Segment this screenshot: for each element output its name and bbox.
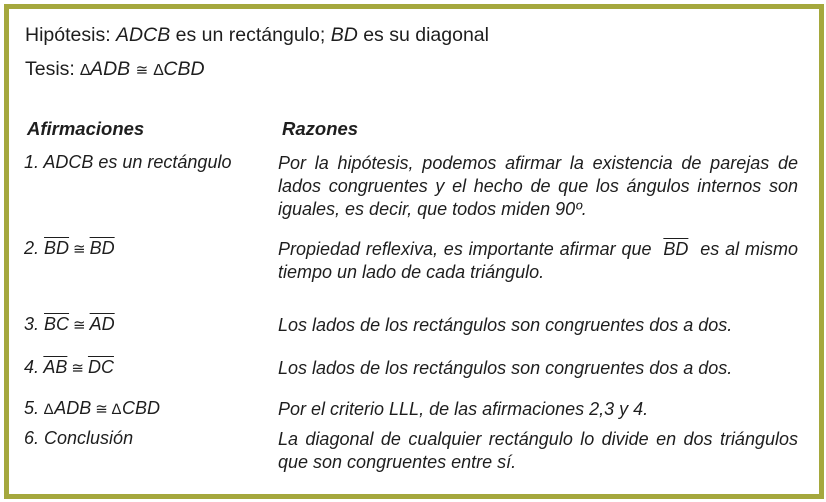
reason-6: La diagonal de cualquier rectángulo lo divide en dos triángulos que son congruentes entre sí. [278,429,798,472]
triangle-right: CBD [122,398,161,418]
reason-text-a: Propiedad reflexiva, es importante afirmar que [278,239,652,259]
hypothesis-text-1: es un rectángulo; [175,24,326,46]
hypothesis-label: Hipótesis: [25,24,111,46]
hypothesis-shape: ADCB [116,24,171,46]
hypothesis-text-2: es su diagonal [363,24,489,46]
hypothesis-diagonal: BD [330,24,358,46]
statement-number: 6. [24,428,40,448]
hypothesis-line [25,24,489,47]
triangle-left: ADB [54,398,92,418]
statement-number: 2. [24,238,40,258]
statement-number: 3. [24,314,40,334]
reason-3: Los lados de los rectángulos son congruentes dos a dos. [278,315,733,335]
thesis-right: CBD [163,58,205,80]
reason-4: Los lados de los rectángulos son congruentes dos a dos. [278,358,733,378]
triangle-symbol: ∆ [44,401,54,418]
statement-text: ADCB es un rectángulo [43,152,232,172]
triangle-symbol: ∆ [111,401,121,418]
congruent-symbol: ≅ [73,241,86,258]
segment-left: $\overline{BD}$ [44,238,70,258]
congruent-symbol: ≅ [135,62,149,79]
statement-number: 1. [24,152,40,172]
congruent-symbol: ≅ [73,317,86,334]
thesis-left: ADB [90,58,131,80]
statement-6 [24,428,133,449]
statement-5 [24,398,160,419]
statement-2 [24,238,115,259]
reason-5: Por el criterio LLL, de las afirmaciones 2,3 y 4. [278,399,649,419]
statement-4 [24,357,114,378]
triangle-symbol: ∆ [80,62,91,79]
statement-1 [24,152,231,173]
reason-segment: $\overline{BD}$ [663,239,689,259]
congruent-symbol: ≅ [71,360,84,377]
thesis-label: Tesis: [25,58,75,80]
reason-1: Por la hipótesis, podemos afirmar la existencia de parejas de lados congruentes y el hecho de que los ángulos internos son iguales, es decir, que todos miden 90º. [278,153,798,219]
reason-2 [278,238,798,284]
column-header-statements: Afirmaciones [27,118,145,139]
thesis-line [25,58,205,81]
segment-right: $\overline{AD}$ [89,314,115,334]
statement-number: 5. [24,398,40,418]
reason-text-b: es al mismo tiempo un lado de cada triángulo. [278,239,798,282]
statement-text: Conclusión [44,428,134,448]
statement-3 [24,314,115,335]
triangle-symbol: ∆ [153,62,164,79]
segment-right: $\overline{DC}$ [87,357,114,377]
statement-number: 4. [24,357,40,377]
segment-left: $\overline{BC}$ [44,314,70,334]
congruent-symbol: ≅ [95,401,108,418]
column-header-reasons: Razones [282,118,359,139]
segment-left: $\overline{AB}$ [43,357,68,377]
segment-right: $\overline{BD}$ [89,238,115,258]
